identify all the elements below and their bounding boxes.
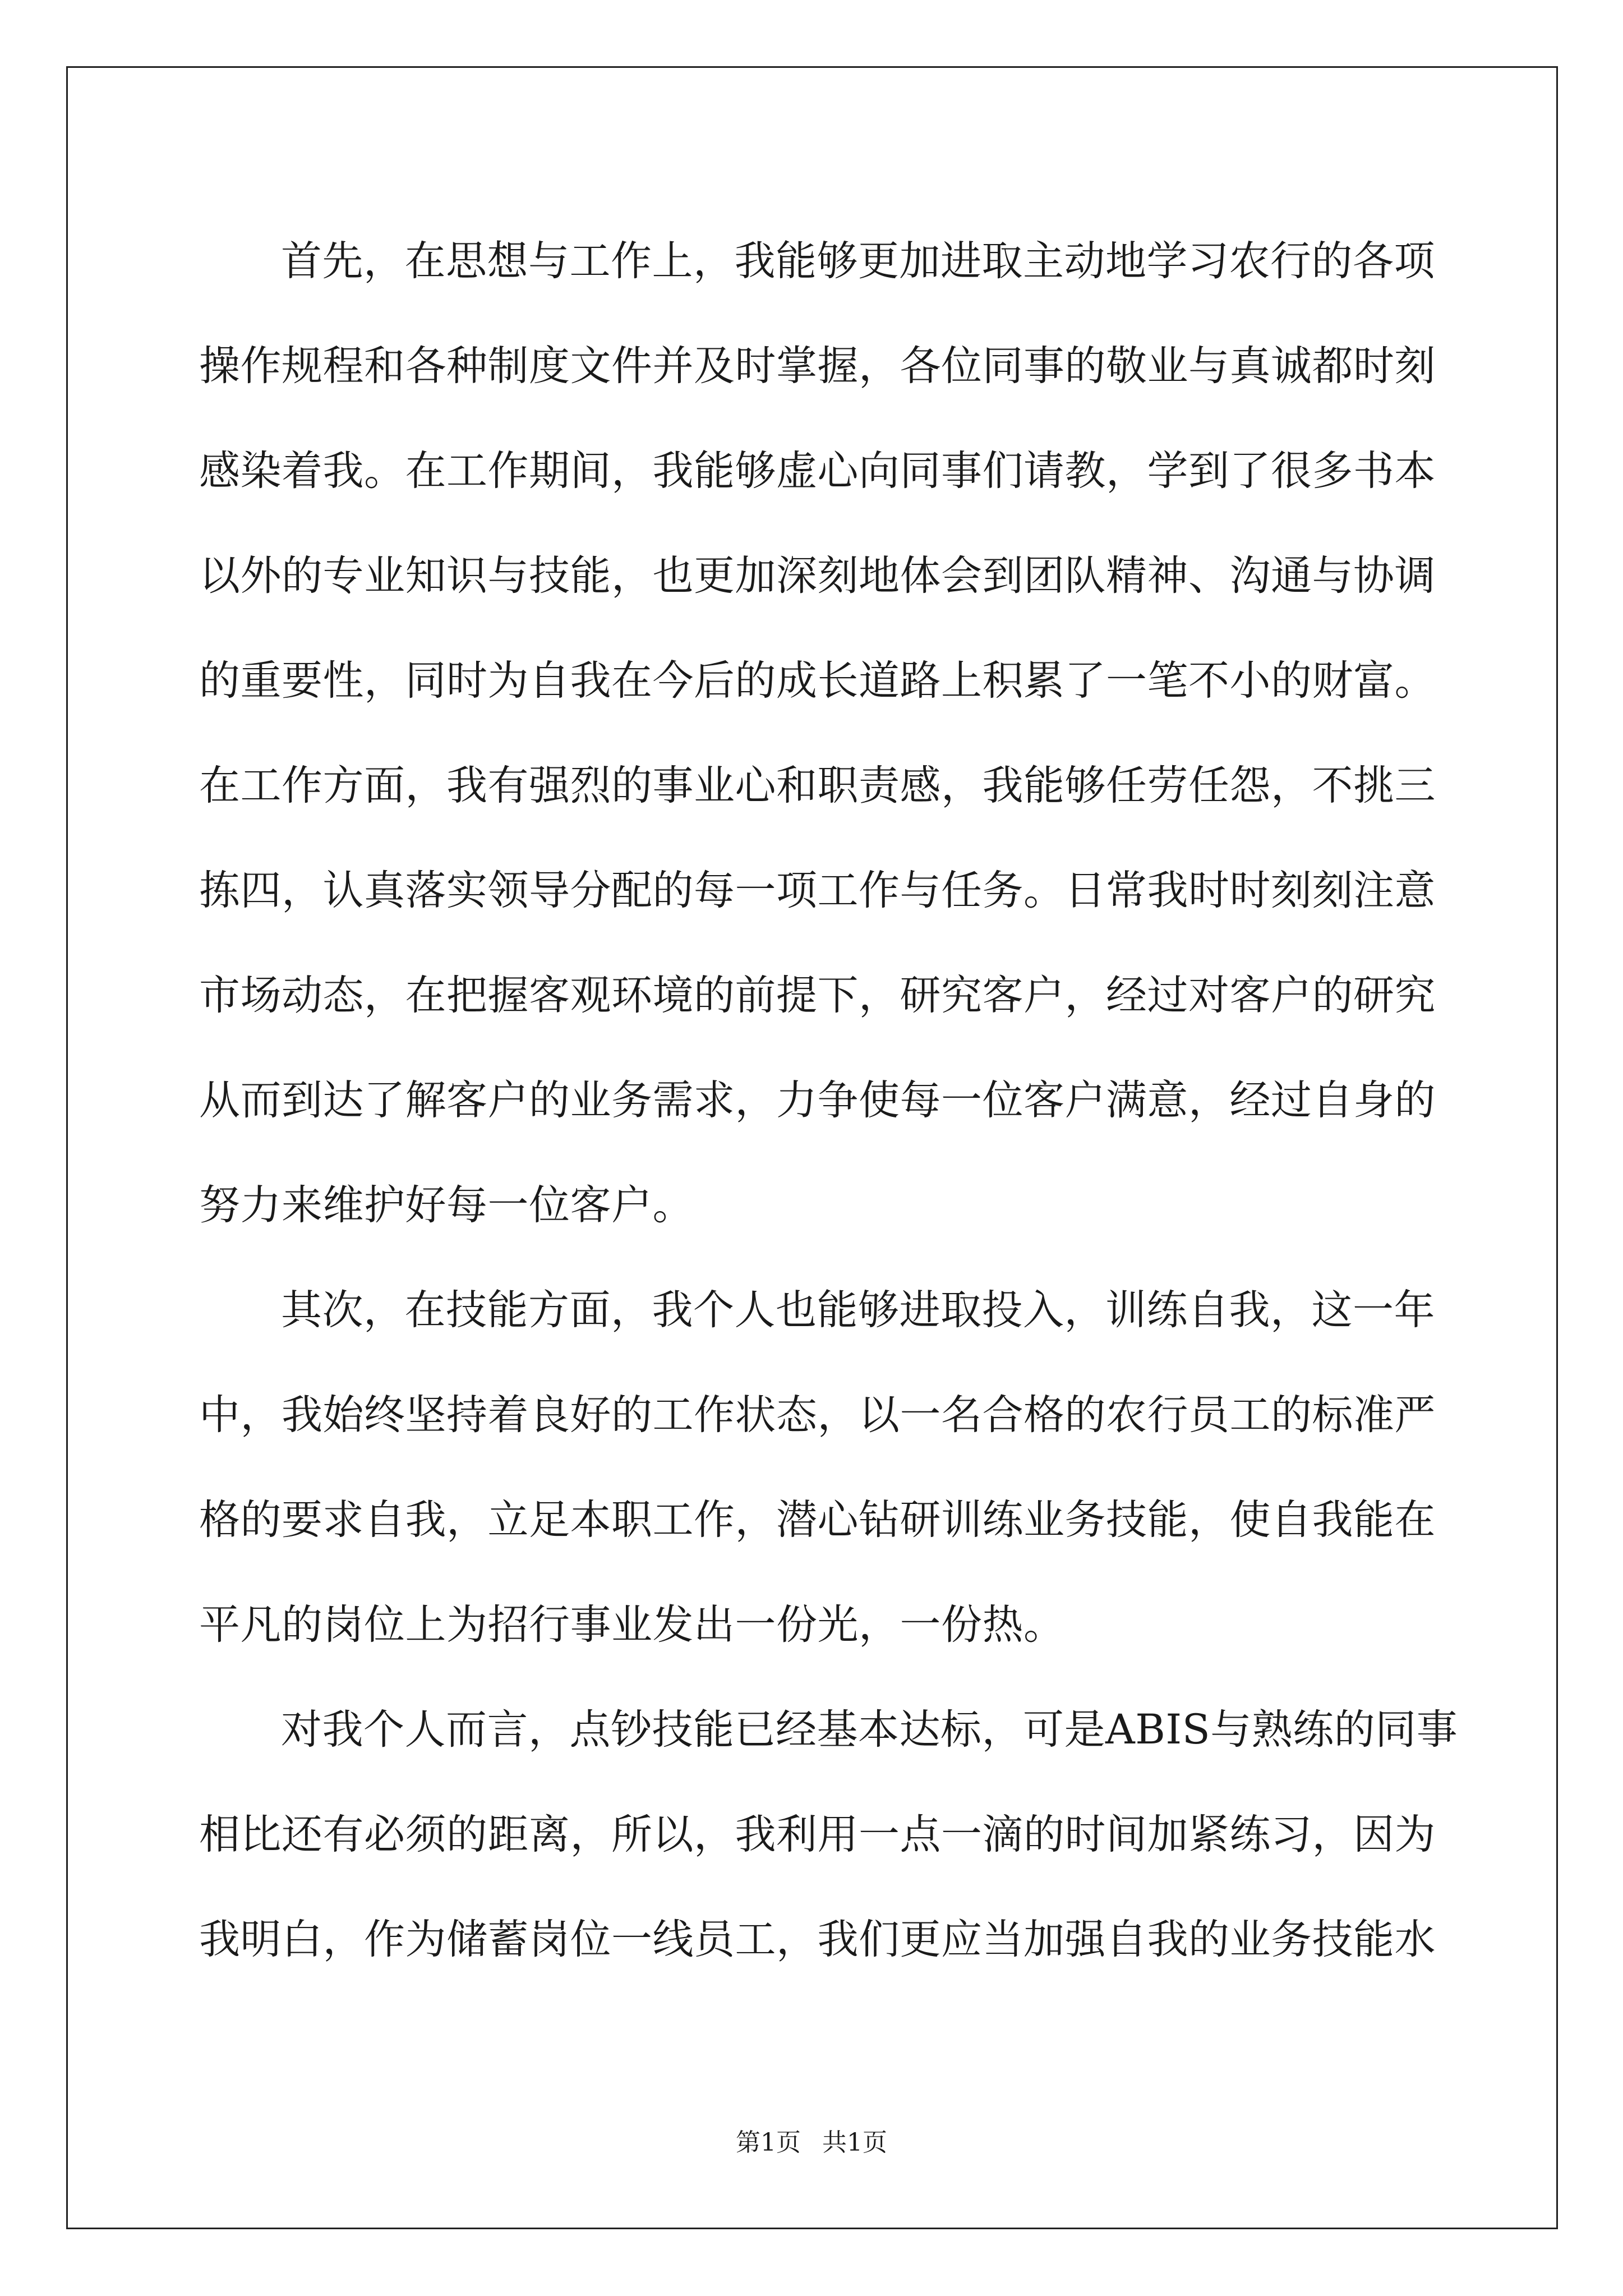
paragraph-2-line-1: 其次，在技能方面，我个人也能够进取投入，训练自我，这一年	[281, 1286, 1435, 1334]
paragraph-1-line-6: 在工作方面，我有强烈的事业心和职责感，我能够任劳任怨，不挑三	[199, 762, 1436, 809]
paragraph-1-line-1: 首先，在思想与工作上，我能够更加进取主动地学习农行的各项	[281, 237, 1435, 285]
paragraph-2-line-3: 格的要求自我，立足本职工作，潜心钻研训练业务技能，使自我能在	[199, 1496, 1436, 1544]
paragraph-1-line-7: 拣四，认真落实领导分配的每一项工作与任务。日常我时时刻刻注意	[199, 867, 1436, 914]
paragraph-1-line-10: 努力来维护好每一位客户。	[199, 1181, 694, 1229]
paragraph-3-line-2: 相比还有必须的距离，所以，我利用一点一滴的时间加紧练习，因为	[199, 1811, 1436, 1858]
document-body	[199, 209, 1458, 1992]
paragraph-3-line-1: 对我个人而言，点钞技能已经基本达标，可是ABIS与熟练的同事	[281, 1706, 1458, 1754]
paragraph-2-line-4: 平凡的岗位上为招行事业发出一份光，一份热。	[199, 1601, 1065, 1649]
paragraph-1-line-9: 从而到达了解客户的业务需求，力争使每一位客户满意，经过自身的	[199, 1076, 1436, 1124]
paragraph-1-line-2: 操作规程和各种制度文件并及时掌握，各位同事的敬业与真诚都时刻	[199, 342, 1436, 390]
paragraph-2-line-2: 中，我始终坚持着良好的工作状态，以一名合格的农行员工的标准严	[199, 1391, 1436, 1439]
page-number: 第1页	[736, 2128, 801, 2157]
page-footer	[0, 2126, 1623, 2160]
paragraph-1-line-8: 市场动态，在把握客观环境的前提下，研究客户，经过对客户的研究	[199, 972, 1436, 1019]
paragraph-3-line-3: 我明白，作为储蓄岗位一线员工，我们更应当加强自我的业务技能水	[199, 1916, 1436, 1963]
paragraph-1-line-3: 感染着我。在工作期间，我能够虚心向同事们请教，学到了很多书本	[199, 447, 1436, 495]
paragraph-1-line-5: 的重要性，同时为自我在今后的成长道路上积累了一笔不小的财富。	[199, 657, 1436, 705]
page-total: 共1页	[822, 2128, 887, 2157]
paragraph-1-line-4: 以外的专业知识与技能，也更加深刻地体会到团队精神、沟通与协调	[199, 552, 1436, 600]
